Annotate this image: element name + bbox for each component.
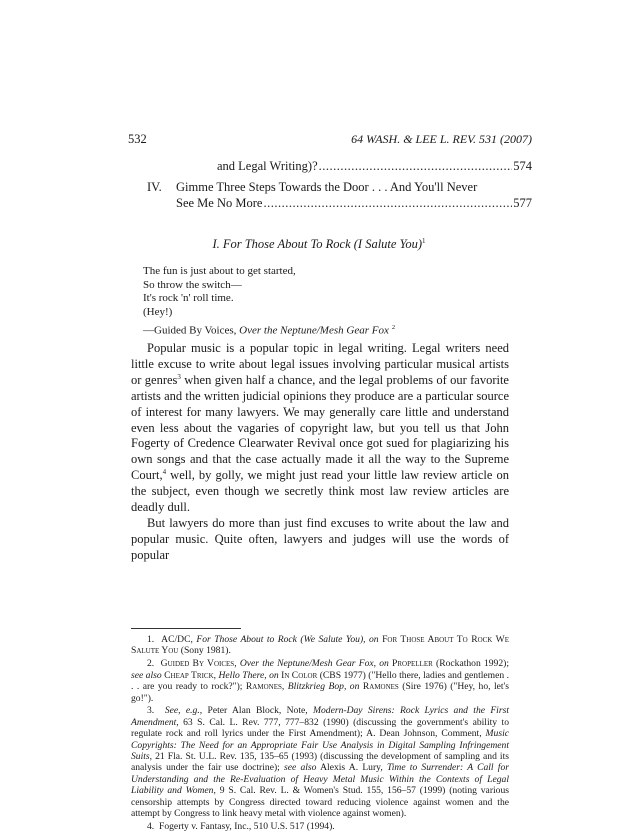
paragraph: But lawyers do more than just find excuses to write about the law and popular music. Quite often, lawyers and judges will use the words of popular xyxy=(131,515,509,562)
table-of-contents xyxy=(147,158,532,211)
footnote-1: 1. AC/DC, For Those About to Rock (We Salute You), on For Those About To Rock We Salute You (Sony 1981). xyxy=(131,634,509,657)
page-number: 532 xyxy=(128,132,147,146)
footnote-ref: 2 xyxy=(391,324,396,331)
footnote-4: 4. Fogerty v. Fantasy, Inc., 510 U.S. 517 (1994). xyxy=(147,821,335,832)
toc-leader-dots xyxy=(263,195,512,211)
epigraph-line: (Hey!) xyxy=(143,305,173,318)
toc-entry-title: and Legal Writing)? xyxy=(217,159,318,173)
paragraph: Popular music is a popular topic in legal writing. Legal writers need little excuse to write about legal issues involving particular musical artists or genres$^3$ when given half a chance, and the legal problems of our favorite artists and the written judicial opinions they produce are a particular source of interest for many lawyers. We may generally care little and understand even less about the vagaries of copyright law, but you tell us that John Fogerty of Credence Clearwater Revival once got sued for plagiarizing his own songs and that the case actually made it all the way to the Supreme Court,$^4$ well, by golly, we might just read your little law review article on the subject, even though we secretly think most law review articles are deadly dull. xyxy=(131,341,509,515)
epigraph xyxy=(143,265,296,319)
epigraph-attribution: —Guided By Voices, Over the Neptune/Mesh Gear Fox $^2$ xyxy=(143,324,396,337)
footnotes xyxy=(131,634,509,834)
toc-leader-dots xyxy=(319,158,513,174)
footnote-ref: 3 xyxy=(177,372,181,381)
section-heading: I. For Those About To Rock (I Salute You)$^1$ xyxy=(212,237,426,252)
body-text xyxy=(131,341,509,564)
footnote-rule xyxy=(131,628,241,629)
toc-entry-numeral: IV. xyxy=(147,180,162,194)
toc-entry xyxy=(147,179,532,211)
toc-entry-page: 577 xyxy=(513,196,532,210)
toc-entry-page: 574 xyxy=(513,159,532,173)
toc-entry-title-cont: See Me No More xyxy=(176,196,263,210)
running-head: 64 WASH. & LEE L. REV. 531 (2007) xyxy=(351,132,532,146)
toc-entry xyxy=(147,158,532,174)
epigraph-line: It's rock 'n' roll time. xyxy=(143,292,234,304)
toc-entry-title: Gimme Three Steps Towards the Door . . . And You'll Never xyxy=(176,180,478,194)
epigraph-line: The fun is just about to get started, xyxy=(143,265,296,277)
footnote-3: 3. See, e.g., Peter Alan Block, Note, Modern-Day Sirens: Rock Lyrics and the First Amendment, 63 S. Cal. L. Rev. 777, 777–832 (1990) (discussing the government's ability to regulate rock and roll lyrics under the First Amendment); A. Dean Johnson, Comment, Music Copyrights: The Need for an Appropriate Fair Use Analysis in Digital Sampling Infringement Suits, 21 Fla. St. U.L. Rev. 135, 135–65 (1993) (discussing the development of sampling and its analysis under the fair use doctrine); see also Alexis A. Lury, Time to Surrender: A Call for Understanding and the Re-Evaluation of Heavy Metal Music Within the Contexts of Legal Liability and Women, 9 S. Cal. Rev. L. & Women's Stud. 155, 156–57 (1999) (noting various censorship attempts by Congress directed toward reducing violence against women and the attempt by Congress to link heavy metal with violence against women). xyxy=(131,705,510,820)
footnote-ref: 1 xyxy=(422,237,426,245)
footnote-2: 2. Guided By Voices, Over the Neptune/Mesh Gear Fox, on Propeller (Rockathon 1992); see also Cheap Trick, Hello There, on In Color (CBS 1977) ("Hello there, ladies and gentlemen . . . are you ready to rock?"); Ramones, Blitzkrieg Bop, on Ramones (Sire 1976) ("Hey, ho, let's go!"). xyxy=(131,658,510,704)
epigraph-line: So throw the switch— xyxy=(143,278,242,291)
footnote-ref: 4 xyxy=(162,468,167,477)
